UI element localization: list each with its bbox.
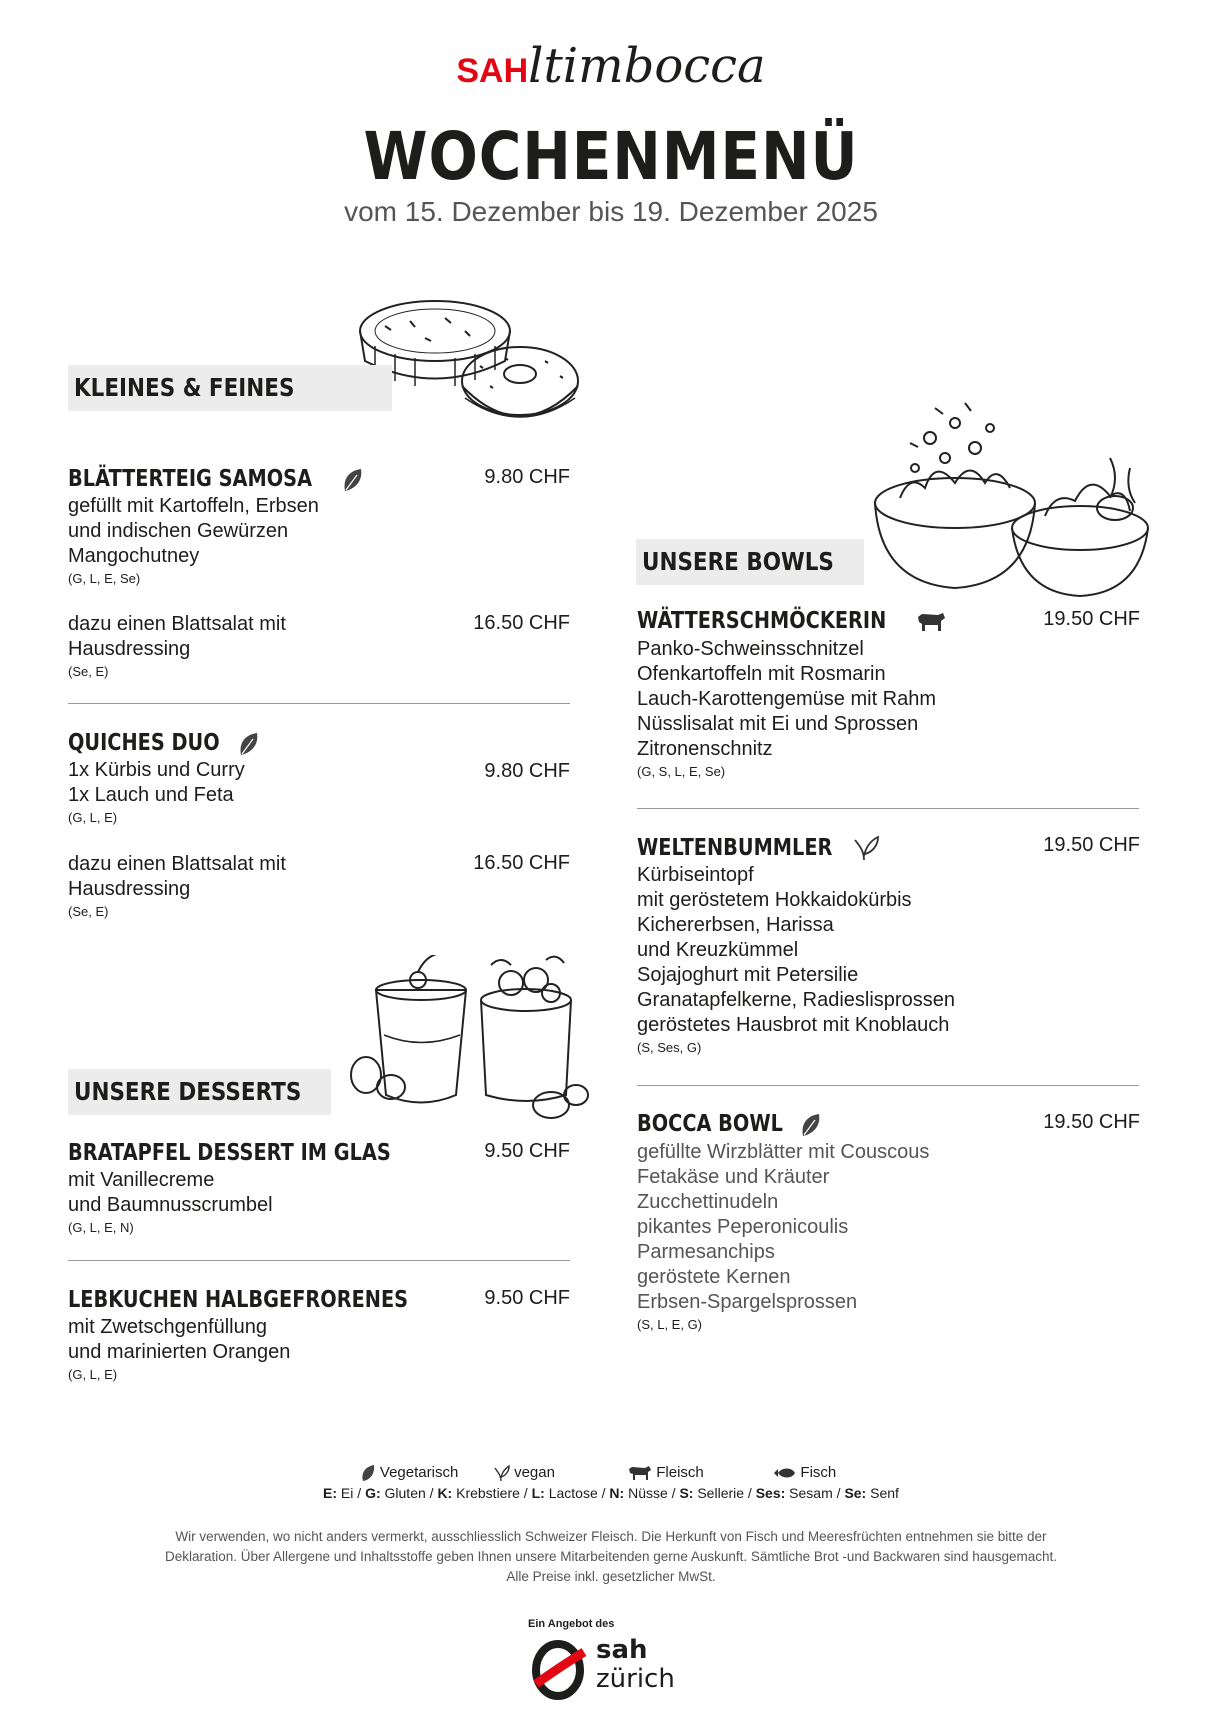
divider	[68, 1260, 570, 1261]
addon-samosa: dazu einen Blattsalat mit Hausdressing (Se, E)	[68, 613, 286, 679]
item-name-samosa: BLÄTTERTEIG SAMOSA	[68, 466, 365, 493]
leaf-vegetarian-icon	[237, 731, 261, 757]
legend-icons	[0, 1464, 1222, 1482]
item-name-lebkuchen: LEBKUCHEN HALBGEFRORENES	[68, 1287, 409, 1313]
price-waetter: 19.50 CHF	[1043, 608, 1140, 630]
item-name-welten: WELTENBUMMLER	[637, 834, 880, 862]
cow-meat-icon	[628, 1465, 652, 1481]
disclaimer-note: Wir verwenden, wo nicht anders vermerkt, ausschliesslich Schweizer Fleisch. Die Herkunft von Fisch und Meeresfrüchten entnehmen sie bitte der Deklaration. Über Allergene und Inhaltsstoffe geben Ihnen unsere Mitarbeitenden gerne Auskunft. Sämtliche Brot -und Backwaren sind hausgemacht. Alle Preise inkl. gesetzlicher MwSt.	[164, 1529, 1058, 1584]
sah-logo-icon	[528, 1640, 588, 1700]
price-bocca: 19.50 CHF	[1043, 1111, 1140, 1133]
page-title: WOCHENMENÜ	[363, 118, 859, 195]
item-name-waetter: WÄTTERSCHMÖCKERIN	[637, 608, 946, 634]
sprout-vegan-icon	[494, 1464, 510, 1482]
section-heading-desserts: UNSERE DESSERTS	[68, 1069, 331, 1115]
item-name-quiches: QUICHES DUO	[68, 730, 261, 757]
allergens-bratapfel: (G, L, E, N)	[68, 1220, 134, 1235]
leaf-vegetarian-icon	[799, 1112, 823, 1138]
dessert-glass-icon	[376, 955, 466, 1103]
brand-prefix: SAH	[456, 52, 529, 90]
cow-meat-icon	[916, 611, 946, 633]
price-quiches: 9.80 CHF	[484, 760, 570, 782]
legend-vegan: vegan	[514, 1464, 555, 1481]
section-heading-kleines: KLEINES & FEINES	[68, 365, 392, 411]
item-desc-bocca: gefüllte Wirzblätter mit Couscous Fetakäse und Kräuter Zucchettinudeln pikantes Peperonicoulis Parmesanchips geröstete Kernen Erbsen-Spargelsprossen (S, L, E, G)	[637, 1141, 930, 1332]
leaf-vegetarian-icon	[360, 1464, 376, 1482]
page-subtitle: vom 15. Dezember bis 19. Dezember 2025	[344, 196, 878, 227]
divider	[637, 1085, 1139, 1086]
item-desc-lebkuchen: mit Zwetschgenfüllung und marinierten Orangen (G, L, E)	[68, 1316, 291, 1382]
item-desc-waetter: Panko-Schweinsschnitzel Ofenkartoffeln mit Rosmarin Lauch-Karottengemüse mit Rahm Nüsslisalat mit Ei und Sprossen Zitronenschnitz (G, S, L, E, Se)	[637, 638, 937, 779]
sprout-vegan-icon	[854, 834, 880, 862]
addon-quiches: dazu einen Blattsalat mit Hausdressing (Se, E)	[68, 853, 286, 919]
price-samosa-addon: 16.50 CHF	[473, 612, 570, 634]
legend-vegetarisch: Vegetarisch	[379, 1464, 459, 1481]
divider	[68, 703, 570, 704]
price-samosa: 9.80 CHF	[484, 466, 570, 488]
allergens-welten: (S, Ses, G)	[637, 1040, 702, 1055]
footer-org-sah: sah	[596, 1635, 648, 1665]
price-lebkuchen: 9.50 CHF	[484, 1287, 570, 1309]
price-welten: 19.50 CHF	[1043, 834, 1140, 856]
dessert-illustration	[346, 955, 596, 1125]
item-name-bratapfel: BRATAPFEL DESSERT IM GLAS	[68, 1140, 391, 1166]
brand-script: ltimbocca	[528, 38, 766, 94]
allergens-lebkuchen: (G, L, E)	[68, 1367, 118, 1382]
price-bratapfel: 9.50 CHF	[484, 1140, 570, 1162]
item-desc-bratapfel: mit Vanillecreme und Baumnusscrumbel (G, L, E, N)	[68, 1169, 273, 1235]
salad-bowl-icon	[875, 403, 1035, 588]
allergens-quiches: (G, L, E)	[68, 810, 118, 825]
footer-offer-text: Ein Angebot des	[528, 1618, 615, 1630]
dessert-cup-icon	[481, 957, 571, 1101]
price-quiches-addon: 16.50 CHF	[473, 852, 570, 874]
item-desc-welten: Kürbiseintopf mit geröstetem Hokkaidokürbis Kichererbsen, Harissa und Kreuzkümmel Sojajoghurt mit Petersilie Granatapfelkerne, Radieslisprossen geröstetes Hausbrot mit Knoblauch (S, Ses, G)	[637, 864, 955, 1055]
allergens-samosa: (G, L, E, Se)	[68, 571, 141, 586]
item-name-bocca: BOCCA BOWL	[637, 1111, 823, 1138]
fish-icon	[772, 1466, 796, 1480]
footer-org-zuerich: zürich	[596, 1664, 675, 1694]
legend-fleisch: Fleisch	[656, 1464, 704, 1481]
legend-allergens: E: Ei / G: Gluten / K: Krebstiere / L: Lactose / N: Nüsse / S: Sellerie / Ses: Sesam / Se: Senf	[323, 1485, 899, 1501]
fruit-icon	[351, 1057, 588, 1118]
leaf-vegetarian-icon	[341, 467, 365, 493]
bagel-icon	[462, 347, 578, 417]
allergens-samosa-addon: (Se, E)	[68, 664, 109, 679]
item-desc-samosa: gefüllt mit Kartoffeln, Erbsen und indischen Gewürzen Mangochutney (G, L, E, Se)	[68, 495, 319, 586]
legend-fisch: Fisch	[800, 1464, 837, 1481]
section-heading-bowls: UNSERE BOWLS	[636, 539, 864, 585]
salad-bowls-illustration	[870, 398, 1160, 608]
item-desc-quiches: 1x Kürbis und Curry 1x Lauch und Feta (G, L, E)	[68, 759, 245, 825]
divider	[637, 808, 1139, 809]
allergens-quiches-addon: (Se, E)	[68, 904, 109, 919]
allergens-bocca: (S, L, E, G)	[637, 1317, 703, 1332]
allergens-waetter: (G, S, L, E, Se)	[637, 764, 726, 779]
brand-logo	[0, 38, 1222, 98]
